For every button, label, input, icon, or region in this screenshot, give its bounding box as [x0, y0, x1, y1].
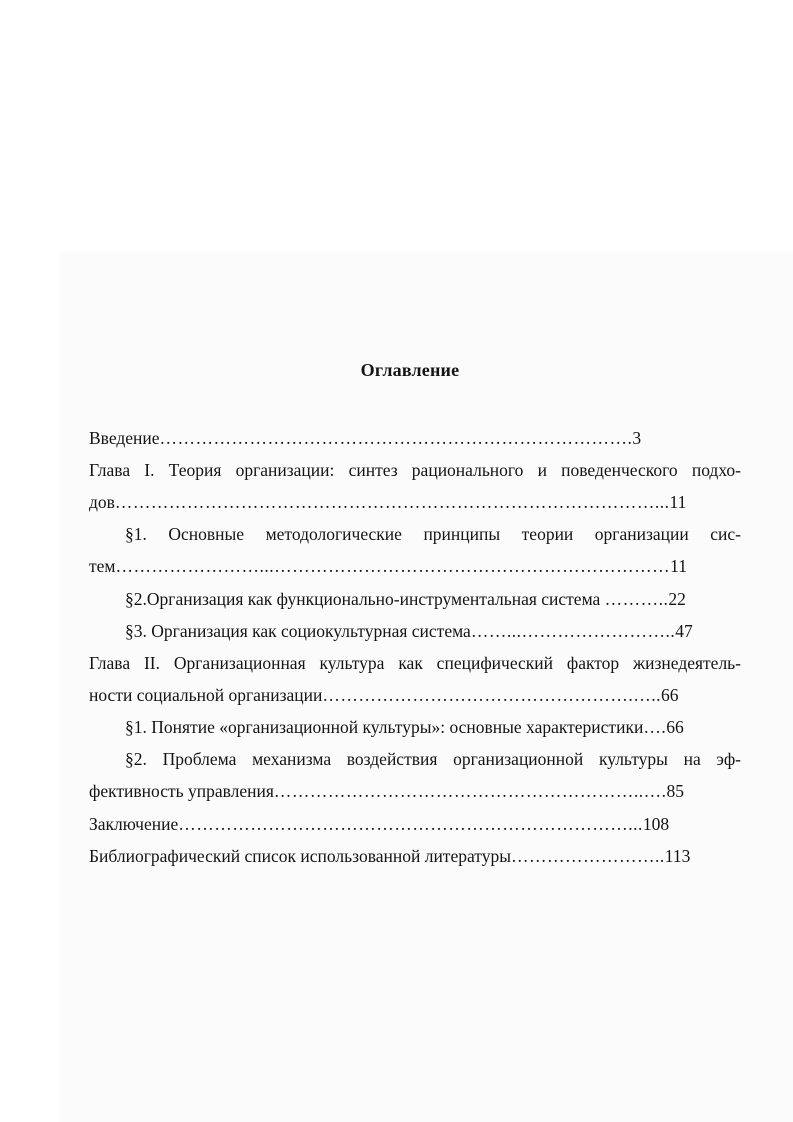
entry-text: фективность управления: [89, 781, 274, 801]
toc-entry-section-1-3[interactable]: [125, 619, 693, 643]
page-title: Оглавление: [360, 360, 460, 380]
page-number: 113: [664, 846, 691, 866]
entry-text: дов: [89, 492, 115, 512]
page-number: 108: [642, 814, 670, 834]
toc-entry-chapter-2-cont[interactable]: [89, 683, 679, 707]
leader-dots: ……...……………………..: [470, 621, 676, 641]
leader-dots: …………………………………………………………………...: [178, 814, 643, 834]
toc-entry-introduction[interactable]: [89, 426, 641, 450]
toc-entry-section-2-1[interactable]: [125, 715, 684, 739]
entry-text: §2.Организация как функционально-инструментальная система: [125, 589, 605, 609]
page-number: 47: [675, 621, 693, 641]
leader-dots: ……………………...…………………………………………………………: [115, 556, 671, 576]
page-number: 85: [666, 781, 685, 801]
leader-dots: ………………………………………………………………………………...: [114, 492, 670, 512]
page-number: 66: [661, 685, 679, 705]
page-number: 66: [666, 717, 684, 737]
entry-text: Глава II. Организационная культура как специфический фактор жизнедеятель-: [89, 653, 741, 673]
toc-entry-chapter-1-cont[interactable]: [89, 490, 686, 514]
entry-text: Библиографический список использованной литературы: [89, 846, 511, 866]
entry-text: Заключение: [89, 814, 179, 834]
leader-dots: ………..: [604, 589, 669, 609]
toc-entry-section-1-2[interactable]: [125, 587, 686, 611]
entry-text: тем: [89, 556, 116, 576]
entry-text: ности социальной организации: [89, 685, 323, 705]
leader-dots: …………………………………………………………………….: [159, 428, 633, 448]
toc-entry-bibliography[interactable]: [89, 844, 690, 868]
entry-text: §3. Организация как социокультурная система: [125, 621, 471, 641]
leader-dots: ….: [643, 717, 667, 737]
toc-entry-section-2-2[interactable]: [125, 747, 741, 771]
toc-entry-chapter-1[interactable]: [89, 458, 741, 482]
page-number: 11: [669, 492, 687, 512]
toc-entry-conclusion[interactable]: [89, 812, 669, 836]
leader-dots: ……………………..: [510, 846, 665, 866]
page-number: 11: [670, 556, 687, 576]
toc-entry-chapter-2[interactable]: [89, 651, 741, 675]
leader-dots: …………………………………………….…..: [322, 685, 662, 705]
entry-text: §1. Понятие «организационной культуры»: основные характеристики: [125, 717, 644, 737]
page-number: 22: [668, 589, 686, 609]
leader-dots: ……………………………………………………..….: [273, 781, 667, 801]
entry-text: Введение: [89, 428, 160, 448]
toc-entry-section-2-2-cont[interactable]: [89, 779, 684, 803]
toc-entry-section-1-1-cont[interactable]: [89, 554, 687, 578]
entry-text: §1. Основные методологические принципы теории организации сис-: [125, 524, 741, 544]
page-number: 3: [632, 428, 642, 448]
entry-text: Глава I. Теория организации: синтез рационального и поведенческого подхо-: [89, 460, 741, 480]
entry-text: §2. Проблема механизма воздействия организационной культуры на эф-: [125, 749, 741, 769]
toc-entry-section-1-1[interactable]: [125, 522, 741, 546]
